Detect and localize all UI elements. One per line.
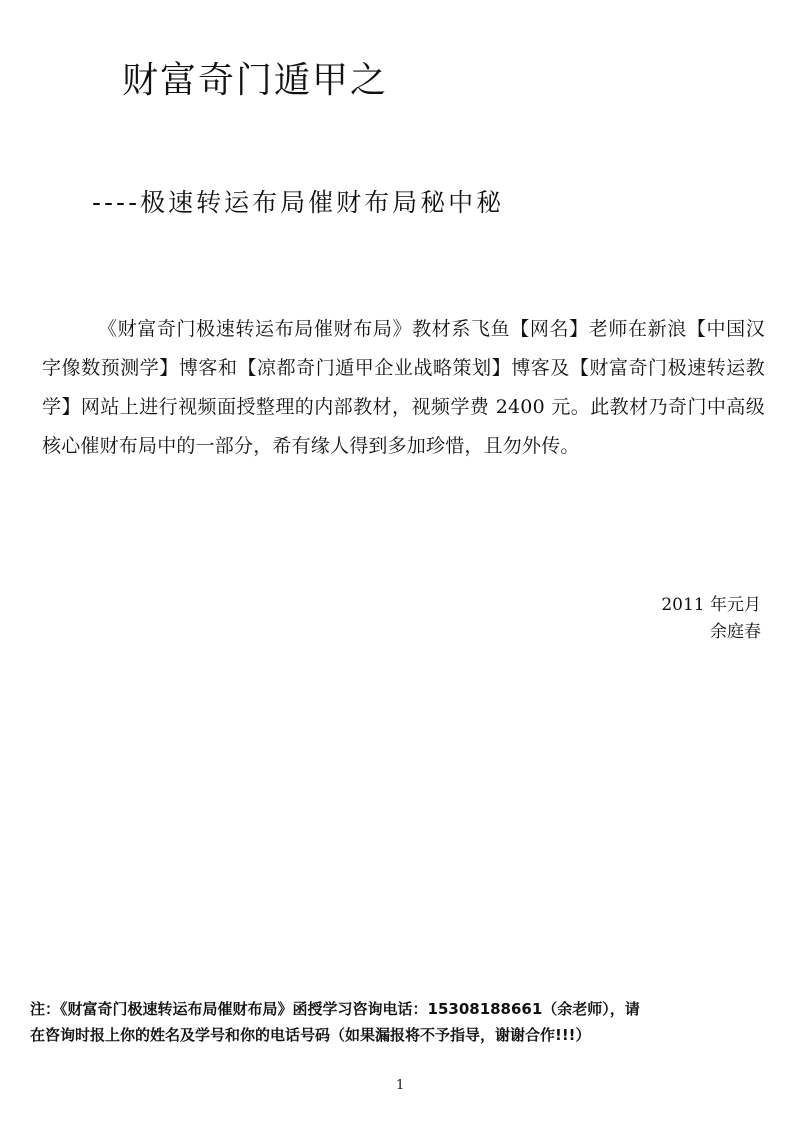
page-number: 1 [396, 1078, 405, 1093]
body-paragraph: 《财富奇门极速转运布局催财布局》教材系飞鱼【网名】老师在新浪【中国汉字像数预测学】博客和【凉都奇门遁甲企业战略策划】博客及【财富奇门极速转运教学】网站上进行视频面授整理的内部教材，视频学费 2400 元。此教材乃奇门中高级核心催财布局中的一部分，希有缘人得到多加珍惜，且勿外传。 [42, 318, 765, 457]
signature-date: 2011 年元月 [661, 595, 761, 615]
signature-author: 余庭春 [710, 622, 761, 642]
page-title: 财富奇门遁甲之 [122, 60, 389, 101]
footnote-line-1: 注：《财富奇门极速转运布局催财布局》函授学习咨询电话：15308188661（余老师），请 [30, 1000, 640, 1018]
footnote [30, 996, 770, 1048]
page-subtitle: ----极速转运布局催财布局秘中秘 [92, 188, 505, 217]
footnote-line-2: 在咨询时报上你的姓名及学号和你的电话号码（如果漏报将不予指导，谢谢合作!!!） [30, 1026, 591, 1044]
